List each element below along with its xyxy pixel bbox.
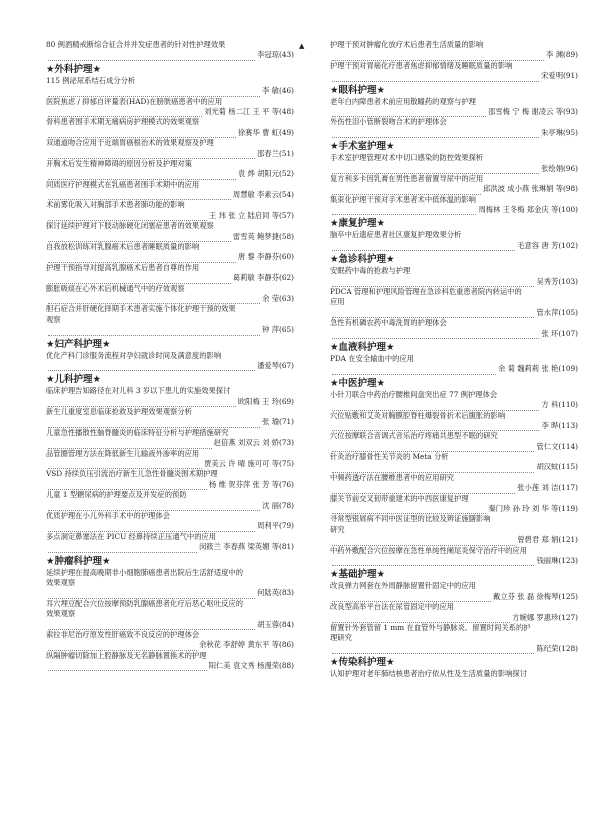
dot-leader bbox=[48, 214, 207, 221]
entry-title: 儿童 1 型糖尿病的护理要点及并发症的预防 bbox=[46, 490, 187, 500]
entry-title: 复方利多卡因乳膏在男性患者留置导尿中的应用 bbox=[330, 173, 484, 183]
toc-entry[interactable] bbox=[330, 546, 578, 567]
dot-leader bbox=[48, 54, 255, 61]
entry-authors: 胡汉蚊(115) bbox=[536, 462, 578, 472]
entry-authors: 闵筱兰 李春燕 梁英媚 等(81) bbox=[199, 542, 294, 552]
entry-authors-row bbox=[46, 128, 294, 138]
dot-leader bbox=[332, 332, 539, 339]
entry-authors: 钱丽琳(123) bbox=[536, 556, 578, 565]
entry-title: 效果观察 bbox=[46, 577, 76, 587]
entry-title: 老年白内障患者术前应用散瞳药的观察与护理 bbox=[330, 96, 476, 106]
entry-authors: 李 敏(46) bbox=[262, 86, 294, 96]
entry-authors-row bbox=[46, 661, 294, 671]
entry-title: 针灸治疗膝骨性关节炎的 Meta 分析 bbox=[330, 452, 449, 462]
entry-authors: 王 玮 张 立 陆启同 等(57) bbox=[209, 210, 294, 220]
entry-authors-row bbox=[330, 128, 578, 138]
entry-authors: 潘爱琴(67) bbox=[257, 360, 294, 370]
entry-title: 穴位按摩联合音调式音乐治疗疼痛共患型不眠的研究 bbox=[330, 431, 498, 441]
toc-entry[interactable] bbox=[46, 76, 294, 97]
entry-title: 延续护理在提高晚期非小细胞肺癌患者出院后生活舒适度中的 bbox=[46, 567, 244, 577]
dot-leader bbox=[332, 487, 515, 494]
entry-authors: 胡玉蓉(84) bbox=[257, 619, 294, 629]
entry-title: 集束化护理干预对手术患者术中低体温的影响 bbox=[330, 194, 476, 204]
toc-entry[interactable] bbox=[330, 318, 578, 339]
entry-authors-row bbox=[46, 273, 294, 283]
entry-title: 自我放松训练对乳腺癌术后患者睡眠质量的影响 bbox=[46, 242, 200, 252]
toc-entry[interactable] bbox=[330, 266, 578, 287]
entry-title: 骨科患者围手术期无痛病房护理模式的效果观察 bbox=[46, 117, 200, 127]
entry-authors: 陈纪荣(128) bbox=[536, 643, 578, 653]
entry-authors: 葛莉敏 李静芬(62) bbox=[232, 273, 294, 283]
entry-authors: 袁 烨 胡阳元(52) bbox=[237, 169, 294, 179]
toc-entry[interactable] bbox=[46, 159, 294, 180]
entry-authors: 周利平(79) bbox=[257, 521, 294, 531]
dot-leader bbox=[48, 235, 231, 242]
entry-title: 多点洞定鼻塞法在 PICU 经鼻持续正压通气中的应用 bbox=[46, 531, 217, 541]
entry-authors-row bbox=[330, 205, 578, 215]
entry-authors-row bbox=[330, 241, 578, 251]
section-heading: ★急诊科护理★ bbox=[330, 254, 395, 266]
toc-entry[interactable] bbox=[46, 180, 294, 201]
entry-authors: 管水萍(105) bbox=[536, 307, 578, 317]
toc-entry[interactable] bbox=[330, 354, 578, 375]
dot-leader bbox=[48, 131, 236, 138]
entry-authors: 钟 萍(65) bbox=[262, 325, 294, 335]
entry-authors: 李 渊(89) bbox=[546, 50, 578, 60]
toc-entry[interactable] bbox=[330, 669, 578, 679]
toc-entry[interactable] bbox=[46, 97, 294, 118]
dot-leader bbox=[332, 110, 486, 117]
toc-entry[interactable] bbox=[330, 97, 578, 118]
triangle-marker-icon: ▲ bbox=[299, 42, 305, 50]
entry-title: 儿童急性播散性脑脊髓炎的临床特征分析与护理措施研究 bbox=[46, 427, 229, 437]
toc-entry[interactable] bbox=[330, 153, 578, 174]
toc-entry[interactable] bbox=[330, 40, 578, 61]
entry-title: 外伤性泪小管断裂吻合术的护理体会 bbox=[330, 117, 447, 127]
section-heading: ★传染科护理★ bbox=[330, 657, 395, 669]
entry-authors-row bbox=[330, 442, 578, 452]
dot-leader bbox=[332, 75, 539, 82]
entry-authors-row bbox=[46, 169, 294, 179]
entry-authors-row bbox=[46, 294, 294, 304]
entry-authors-row bbox=[46, 190, 294, 200]
entry-authors-row bbox=[46, 325, 294, 335]
entry-title: 护理干预指导对提高乳腺癌术后患者自尊的作用 bbox=[46, 262, 200, 272]
toc-entry[interactable] bbox=[46, 138, 294, 159]
entry-authors: 何陆英(83) bbox=[257, 588, 294, 598]
entry-title: 双通道吻合应用于近端胃癌根治术的效果观察及护理 bbox=[46, 138, 214, 148]
dot-leader bbox=[332, 167, 539, 174]
toc-entry[interactable] bbox=[46, 469, 294, 490]
entry-title: 改良弹力网套在外周静脉留置针固定中的应用 bbox=[330, 581, 476, 591]
entry-title: 安眠药中毒的抢救与护理 bbox=[330, 266, 411, 276]
entry-title: 观察 bbox=[46, 314, 61, 324]
dot-leader bbox=[48, 462, 202, 469]
section-heading: ★血液科护理★ bbox=[330, 341, 395, 353]
section-heading: ★妇产科护理★ bbox=[46, 338, 111, 350]
entry-title: 膨胀吸痰在心外术后机械通气中的疗效观察 bbox=[46, 283, 185, 293]
dot-leader bbox=[332, 466, 534, 473]
toc-entry[interactable] bbox=[46, 221, 294, 242]
toc-entry[interactable] bbox=[46, 40, 294, 61]
dot-leader bbox=[332, 404, 539, 411]
toc-entry[interactable] bbox=[46, 242, 294, 263]
entry-authors: 李冠琼(43) bbox=[257, 50, 294, 60]
entry-title: 急性有机磷农药中毒洗胃的护理体会 bbox=[330, 318, 447, 328]
entry-title: 膝关节前交叉韧带重建术的中西医康复护理 bbox=[330, 493, 469, 503]
toc-entry[interactable] bbox=[46, 651, 294, 672]
toc-entry[interactable] bbox=[46, 386, 294, 407]
dot-leader bbox=[48, 623, 255, 630]
entry-authors: 李 晔(113) bbox=[541, 420, 578, 430]
toc-entry[interactable] bbox=[330, 390, 578, 411]
section-heading: ★康复护理★ bbox=[330, 218, 386, 230]
entry-title: 胆石症合并肝硬化择期手术患者实施个体化护理干预的效果 bbox=[46, 304, 236, 314]
entry-title: 纵隔肿瘤切除加上腔静脉及无名静脉置换术的护理 bbox=[46, 650, 207, 660]
dot-leader bbox=[48, 152, 255, 159]
dot-leader bbox=[48, 525, 255, 532]
entry-authors: 杨 维 贺芬萍 张 芳 等(76) bbox=[209, 479, 294, 489]
entry-authors: 沈 丽(78) bbox=[262, 500, 294, 510]
entry-authors-row bbox=[46, 211, 294, 221]
entry-authors: 邵雪梅 宁 梅 谢凌云 等(93) bbox=[488, 106, 578, 116]
entry-authors-row bbox=[46, 149, 294, 159]
entry-title: 同质医疗护理模式在乳癌患者围手术期中的应用 bbox=[46, 179, 200, 189]
entry-authors: 周慧敏 李素云(54) bbox=[232, 190, 294, 200]
entry-authors-row bbox=[330, 592, 578, 602]
entry-title: 应用 bbox=[330, 297, 345, 307]
entry-authors: 张小莲 刘 洁(117) bbox=[517, 483, 578, 493]
dot-leader bbox=[48, 364, 255, 371]
dot-leader bbox=[48, 483, 207, 490]
toc-entry[interactable] bbox=[330, 431, 578, 452]
entry-title: 开胸术后发生精神障碍的原因分析及护理对策 bbox=[46, 158, 192, 168]
entry-title: PDA 在安全输血中的应用 bbox=[330, 353, 415, 363]
entry-authors-row bbox=[330, 400, 578, 410]
dot-leader bbox=[48, 297, 260, 304]
dot-leader bbox=[332, 559, 534, 566]
entry-title: 探讨延续护理对下肢动脉硬化闭塞症患者的效果观察 bbox=[46, 221, 214, 231]
entry-authors: 唐 黎 李静芬(60) bbox=[237, 252, 294, 262]
entry-authors-row bbox=[330, 329, 578, 339]
dot-leader bbox=[332, 368, 496, 375]
entry-authors-row bbox=[46, 501, 294, 511]
toc-column-left bbox=[46, 40, 294, 680]
dot-leader bbox=[332, 311, 534, 318]
entry-authors: 余 菊 魏莉莉 张 艳(109) bbox=[498, 364, 578, 374]
entry-title: 术前雾化吸入对胸部手术患者肺功能的影响 bbox=[46, 200, 185, 210]
entry-authors-row bbox=[330, 504, 578, 514]
entry-title: 改良型高举平台法在尿管固定中的应用 bbox=[330, 602, 455, 612]
entry-authors: 张 环(107) bbox=[541, 328, 578, 338]
entry-authors-row bbox=[330, 556, 578, 566]
entry-title: 新生儿重度室息临床抢救及护理效果观察分析 bbox=[46, 407, 192, 417]
toc-entry[interactable] bbox=[46, 407, 294, 428]
entry-title: 研究 bbox=[330, 524, 345, 534]
toc-entry[interactable] bbox=[330, 494, 578, 515]
dot-leader bbox=[48, 277, 231, 284]
entry-authors: 邵春兰(51) bbox=[257, 148, 294, 158]
toc-entry[interactable] bbox=[330, 514, 578, 545]
entry-authors-row bbox=[46, 620, 294, 630]
dot-leader bbox=[332, 616, 510, 623]
entry-title: 理研究 bbox=[330, 633, 352, 643]
entry-authors-row bbox=[330, 483, 578, 493]
entry-title: 80 例酒精戒断综合征合并并发症患者的针对性护理效果 bbox=[46, 40, 226, 49]
entry-authors-row bbox=[330, 613, 578, 623]
dot-leader bbox=[332, 507, 486, 514]
dot-leader bbox=[332, 54, 544, 61]
entry-authors: 方婉娜 罗惠珍(127) bbox=[512, 612, 578, 622]
entry-authors: 贾美云 许 晴 施可可 等(75) bbox=[204, 459, 294, 469]
dot-leader bbox=[332, 208, 476, 215]
dot-leader bbox=[48, 110, 202, 117]
section-heading: ★基础护理★ bbox=[330, 569, 386, 581]
entry-authors-row bbox=[330, 308, 578, 318]
dot-leader bbox=[48, 329, 260, 336]
entry-authors-row bbox=[46, 86, 294, 96]
entry-authors-row bbox=[330, 277, 578, 287]
dot-leader bbox=[48, 173, 236, 180]
section-heading: ★儿科护理★ bbox=[46, 374, 102, 386]
entry-title: 寻常型银屑病不同中医证型的比较及辨证施膳影响 bbox=[330, 514, 491, 524]
entry-authors-row bbox=[330, 463, 578, 473]
entry-authors: 毛意容 唐 芳(102) bbox=[517, 240, 578, 250]
toc-entry[interactable] bbox=[46, 284, 294, 305]
entry-authors-row bbox=[46, 521, 294, 531]
entry-title: 115 例泌尿系结石成分分析 bbox=[46, 75, 136, 85]
entry-authors: 阳仁美 袁文秀 杨漫荣(88) bbox=[208, 661, 294, 671]
entry-title: 中频药透疗法在腰椎患者中的应用研究 bbox=[330, 472, 455, 482]
dot-leader bbox=[332, 424, 539, 431]
dot-leader bbox=[48, 546, 197, 553]
entry-authors: 吴秀芳(103) bbox=[536, 276, 578, 286]
toc-entry[interactable] bbox=[330, 411, 578, 432]
entry-authors: 张绘娟(96) bbox=[541, 163, 578, 173]
entry-title: 护理干预对肿瘤化放疗术后患者生活质量的影响 bbox=[330, 40, 484, 49]
toc-entry[interactable] bbox=[330, 452, 578, 473]
toc-entry[interactable] bbox=[330, 117, 578, 138]
dot-leader bbox=[332, 280, 534, 287]
entry-authors-row bbox=[330, 107, 578, 117]
entry-authors: 邱洪波 成小燕 张琳娟 等(98) bbox=[483, 184, 578, 194]
toc-entry[interactable] bbox=[46, 532, 294, 553]
entry-title: 临床护理告知路径在对儿科 3 岁以下患儿的实施效果探讨 bbox=[46, 386, 231, 396]
entry-authors: 刘光菊 杨二江 王 平 等(48) bbox=[204, 106, 294, 116]
dot-leader bbox=[332, 647, 534, 654]
entry-authors-row bbox=[330, 164, 578, 174]
dot-leader bbox=[332, 539, 515, 546]
toc-entry[interactable] bbox=[46, 511, 294, 532]
entry-authors-row bbox=[46, 438, 294, 448]
entry-authors: 方 科(110) bbox=[541, 400, 578, 410]
entry-title: 脑卒中后遗症患者社区康复护理效果分析 bbox=[330, 230, 462, 240]
dot-leader bbox=[332, 595, 491, 602]
entry-authors-row bbox=[46, 397, 294, 407]
section-heading: ★中医护理★ bbox=[330, 377, 386, 389]
toc-entry[interactable] bbox=[46, 304, 294, 335]
entry-authors-row bbox=[46, 542, 294, 552]
dot-leader bbox=[48, 664, 207, 671]
dot-leader bbox=[48, 90, 260, 97]
dot-leader bbox=[48, 400, 236, 407]
entry-authors: 余 莹(63) bbox=[262, 293, 294, 303]
toc-entry[interactable] bbox=[330, 174, 578, 195]
dot-leader bbox=[332, 244, 515, 251]
toc-entry[interactable] bbox=[330, 623, 578, 654]
entry-authors: 张 瑜(71) bbox=[262, 417, 294, 427]
entry-title: 优化产科门诊服务流程对孕妇就诊时间及满意度的影响 bbox=[46, 350, 222, 360]
toc-entry[interactable] bbox=[46, 449, 294, 470]
entry-authors-row bbox=[46, 50, 294, 60]
entry-authors: 戴立芬 张 磊 徐梅琴(125) bbox=[493, 591, 578, 601]
entry-authors-row bbox=[330, 644, 578, 654]
entry-authors: 曾碧君 郑 娟(121) bbox=[517, 535, 578, 545]
toc-entry[interactable] bbox=[46, 263, 294, 284]
entry-authors-row bbox=[46, 480, 294, 490]
entry-title: 优质护理在小儿外科手术中的护理体会 bbox=[46, 511, 171, 521]
toc-entry[interactable] bbox=[330, 602, 578, 623]
entry-authors: 秦门珍 孙 玲 刘 华 等(119) bbox=[488, 504, 578, 514]
entry-authors: 雷雪英 鲍梦捷(58) bbox=[232, 231, 294, 241]
dot-leader bbox=[332, 131, 539, 138]
toc-entry[interactable] bbox=[46, 568, 294, 599]
entry-title: 认知护理对老年肺结核患者治疗依从性及生活质量的影响探讨 bbox=[330, 669, 528, 679]
toc-entry[interactable] bbox=[330, 473, 578, 494]
entry-authors: 朱亭琳(95) bbox=[541, 127, 578, 137]
entry-authors-row bbox=[330, 50, 578, 60]
entry-title: 品管圈管理方法在降低新生儿输液外渗率的应用 bbox=[46, 448, 200, 458]
entry-authors-row bbox=[330, 364, 578, 374]
entry-title: VSD 持续负压引流治疗新生儿急性骨髓炎围术期护理 bbox=[46, 469, 218, 479]
dot-leader bbox=[332, 188, 481, 195]
entry-title: 中药外敷配合穴位按摩在急性单纯性阑尾炎保守治疗中的应用 bbox=[330, 545, 528, 555]
entry-authors-row bbox=[46, 252, 294, 262]
toc-entry[interactable] bbox=[46, 630, 294, 651]
entry-authors-row bbox=[330, 535, 578, 545]
entry-title: 护理干预对胃癌化疗患者焦虑抑郁情绪及睡眠质量的影响 bbox=[330, 60, 513, 70]
toc-entry[interactable] bbox=[46, 200, 294, 221]
entry-title: 穴位贴敷和艾灸对胸膜腔脊柱爆裂骨折术后腹胀的影响 bbox=[330, 410, 506, 420]
entry-authors-row bbox=[330, 184, 578, 194]
entry-title: 效果观察 bbox=[46, 609, 76, 619]
toc-entry[interactable] bbox=[330, 195, 578, 216]
entry-title: 留置针外套管留 1 mm 在血管外与静脉炎、留置时间关系的护 bbox=[330, 622, 531, 632]
dot-leader bbox=[332, 445, 534, 452]
entry-authors: 欧阳梅 王 玲(69) bbox=[237, 396, 294, 406]
toc-entry[interactable] bbox=[46, 490, 294, 511]
dot-leader bbox=[48, 442, 212, 449]
toc-entry[interactable] bbox=[330, 581, 578, 602]
toc-entry[interactable] bbox=[46, 117, 294, 138]
entry-authors-row bbox=[46, 107, 294, 117]
entry-authors: 管仁文(114) bbox=[536, 441, 578, 451]
entry-title: 手术室护理管理对术中切口感染的防控效果探析 bbox=[330, 153, 484, 163]
toc-entry[interactable] bbox=[330, 287, 578, 318]
entry-authors-row bbox=[46, 640, 294, 650]
dot-leader bbox=[48, 592, 255, 599]
entry-authors-row bbox=[46, 418, 294, 428]
dot-leader bbox=[48, 644, 197, 651]
dot-leader bbox=[48, 504, 260, 511]
entry-title: 索拉非尼治疗原发性肝癌致不良反应的护理体会 bbox=[46, 629, 200, 639]
entry-title: 小针刀联合中药治疗腰椎间盘突出症 77 例护理体会 bbox=[330, 389, 498, 399]
toc-columns bbox=[46, 40, 578, 680]
entry-authors: 周梅林 王冬梅 郑金庆 等(100) bbox=[478, 205, 578, 215]
section-heading: ★外科护理★ bbox=[46, 63, 102, 75]
section-heading: ★肿瘤科护理★ bbox=[46, 555, 111, 567]
entry-authors-row bbox=[46, 588, 294, 598]
toc-entry[interactable] bbox=[46, 428, 294, 449]
entry-title: 耳穴埋豆配合穴位按摩预防乳腺癌患者化疗后恶心呕吐反应的 bbox=[46, 598, 244, 608]
toc-entry[interactable] bbox=[330, 230, 578, 251]
entry-authors: 赵倍燕 刘双云 刘 娇(73) bbox=[213, 438, 294, 448]
dot-leader bbox=[48, 421, 260, 428]
entry-authors: 宋爱明(91) bbox=[541, 71, 578, 81]
dot-leader bbox=[48, 256, 236, 263]
entry-authors: 徐赛华 曹 虹(49) bbox=[237, 127, 294, 137]
entry-title: PDCA 管理和护理风险管理在急诊科危重患者院内转运中的 bbox=[330, 287, 522, 297]
toc-entry[interactable] bbox=[46, 599, 294, 630]
entry-authors: 余秋花 李舒婷 黄东平 等(86) bbox=[199, 640, 294, 650]
entry-title: 医院焦虑 / 抑郁自评量表(HAD)在膀胱癌患者中的应用 bbox=[46, 96, 223, 106]
section-heading: ★眼科护理★ bbox=[330, 84, 386, 96]
entry-authors-row bbox=[330, 71, 578, 81]
dot-leader bbox=[48, 193, 231, 200]
entry-authors-row bbox=[46, 232, 294, 242]
toc-entry[interactable] bbox=[46, 351, 294, 372]
entry-authors-row bbox=[46, 459, 294, 469]
toc-column-right bbox=[330, 40, 578, 680]
entry-authors-row bbox=[46, 361, 294, 371]
section-heading: ★手术室护理★ bbox=[330, 141, 395, 153]
toc-entry[interactable] bbox=[330, 61, 578, 82]
entry-authors-row bbox=[330, 421, 578, 431]
